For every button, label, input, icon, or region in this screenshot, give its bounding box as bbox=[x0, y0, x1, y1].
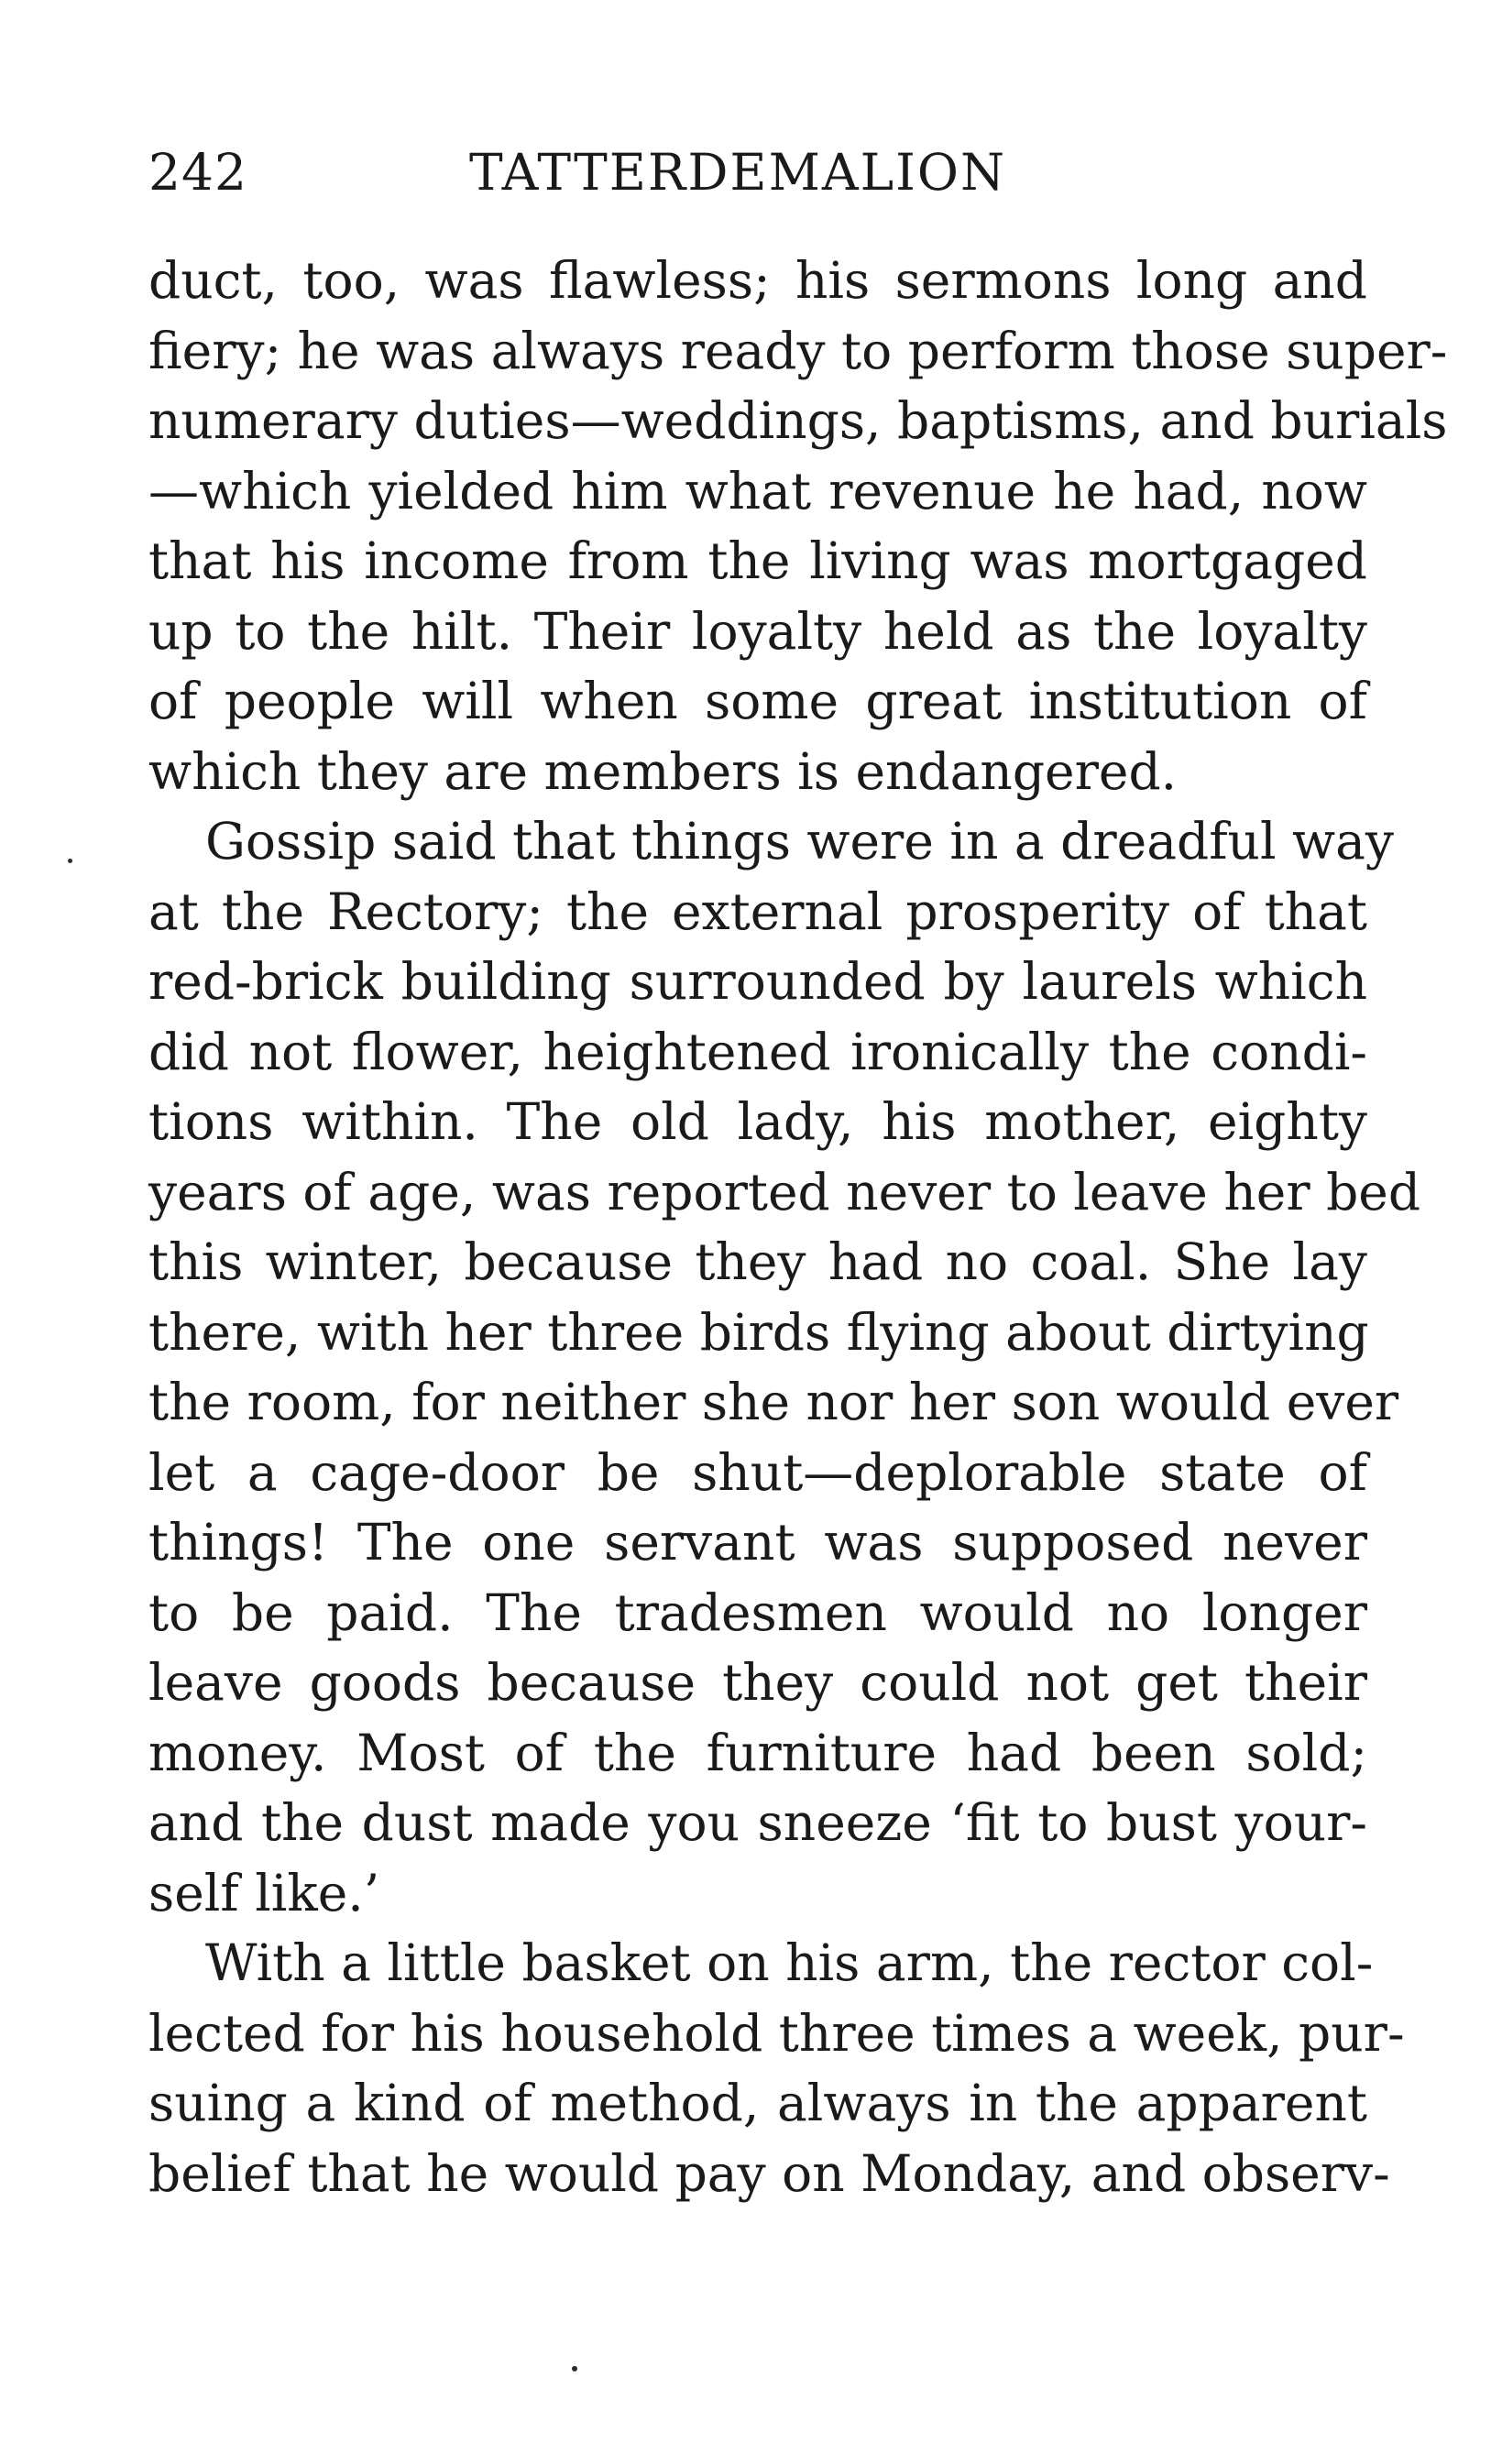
text-line: fiery; he was always ready to perform those super- bbox=[148, 321, 1448, 380]
text-line: With a little basket on his arm, the rector col- bbox=[205, 1933, 1374, 1992]
paragraph-1 bbox=[148, 246, 1448, 806]
text-line: and the dust made you sneeze ‘fit to bust your- bbox=[148, 1793, 1367, 1852]
text-line: to be paid. The tradesmen would no longer bbox=[148, 1582, 1367, 1642]
text-line: things! The one servant was supposed never bbox=[148, 1513, 1367, 1571]
paragraph-2 bbox=[148, 806, 1421, 1928]
paragraph-3 bbox=[148, 1928, 1405, 2208]
scan-speck bbox=[572, 2366, 577, 2371]
text-line: lected for his household three times a week, pur- bbox=[148, 2003, 1405, 2063]
text-line: did not flower, heightened ironically the condi- bbox=[148, 1022, 1367, 1081]
text-line: of people will when some great institution of bbox=[148, 672, 1367, 730]
text-line: money. Most of the furniture had been sold; bbox=[148, 1723, 1367, 1782]
text-line: suing a kind of method, always in the apparent bbox=[148, 2074, 1367, 2132]
text-line: that his income from the living was mortgaged bbox=[148, 531, 1367, 590]
text-line: let a cage-door be shut—deplorable state of bbox=[148, 1442, 1367, 1502]
text-line: leave goods because they could not get their bbox=[148, 1653, 1367, 1712]
text-line: self like.’ bbox=[148, 1863, 380, 1922]
scan-speck bbox=[68, 859, 72, 863]
body-text bbox=[148, 246, 1448, 2208]
text-line: Gossip said that things were in a dreadful way bbox=[205, 812, 1394, 871]
page-number: 242 bbox=[148, 143, 247, 202]
text-line: belief that he would pay on Monday, and observ- bbox=[148, 2143, 1390, 2203]
text-line: red-brick building surrounded by laurels which bbox=[148, 952, 1367, 1011]
text-line: up to the hilt. Their loyalty held as the loyalty bbox=[148, 601, 1367, 661]
text-line: years of age, was reported never to leave her bed bbox=[148, 1162, 1421, 1221]
running-head bbox=[148, 136, 1367, 209]
text-line: numerary duties—weddings, baptisms, and burials bbox=[148, 391, 1448, 450]
text-line: at the Rectory; the external prosperity of that bbox=[148, 882, 1367, 941]
text-line: tions within. The old lady, his mother, eighty bbox=[148, 1092, 1367, 1151]
text-line: duct, too, was flawless; his sermons long and bbox=[148, 251, 1367, 310]
text-line: there, with her three birds flying about dirtying bbox=[148, 1302, 1369, 1362]
text-line: —which yielded him what revenue he had, now bbox=[148, 461, 1367, 520]
text-line: the room, for neither she nor her son would ever bbox=[148, 1373, 1399, 1431]
text-line: which they are members is endangered. bbox=[148, 741, 1178, 801]
running-title: TATTERDEMALION bbox=[469, 143, 1007, 202]
text-line: this winter, because they had no coal. She lay bbox=[148, 1232, 1367, 1291]
